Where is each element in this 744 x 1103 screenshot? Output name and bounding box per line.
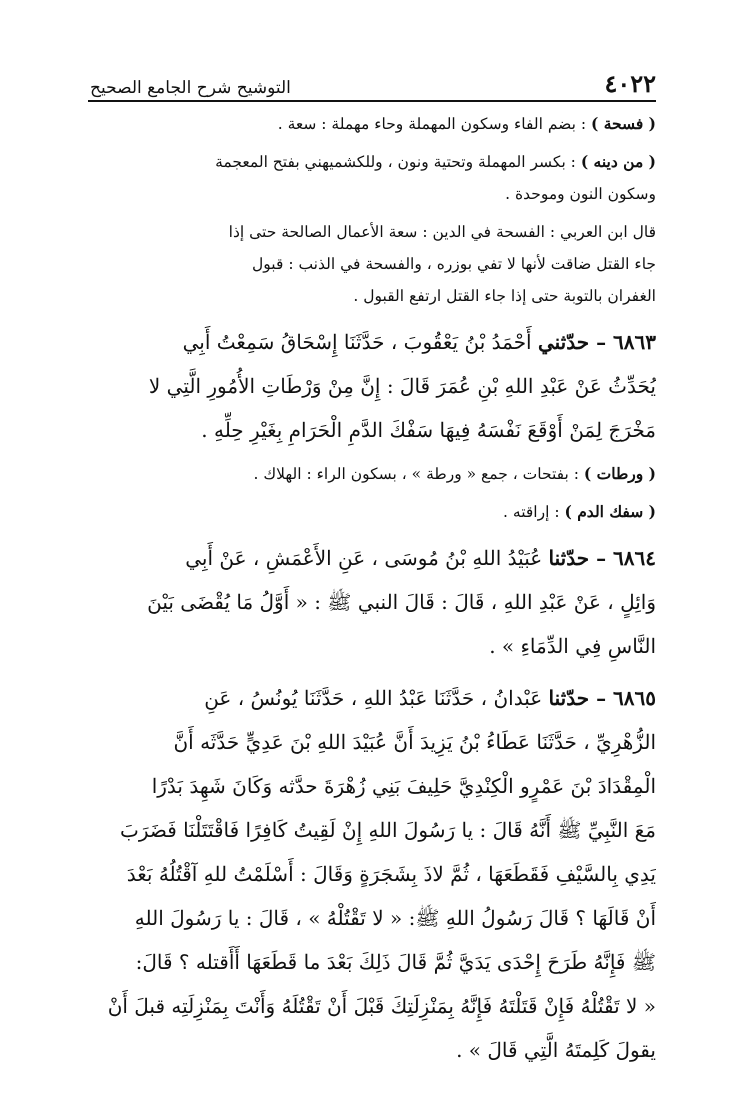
line-text: النَّاسِ فِي الدِّمَاءِ » . <box>489 634 656 658</box>
page <box>88 64 656 1072</box>
text-line <box>88 720 656 764</box>
text-line <box>88 280 656 312</box>
hadith-paragraph <box>88 676 656 1072</box>
hadith-paragraph <box>88 320 656 452</box>
lemma: ٦٨٦٣ – حدّثني <box>537 330 656 354</box>
line-text: يقولَ كَلِمتَهُ الَّتِي قَالَ » . <box>456 1038 656 1062</box>
lemma: ( فسحة ) <box>590 114 656 133</box>
line-text: عَبْدانُ ، حَدَّثَنَا عَبْدُ اللهِ ، حَدَّثَنَا يُونُسُ ، عَنِ <box>204 686 549 710</box>
text-line <box>88 496 656 528</box>
text-line <box>88 536 656 580</box>
text-line <box>88 764 656 808</box>
page-header <box>88 64 656 102</box>
lemma: ( ورطات ) <box>583 464 656 483</box>
commentary-paragraph <box>88 496 656 528</box>
line-text: ﷺ فَإِنَّهُ طَرَحَ إِحْدَى يَدَيَّ ثُمَّ قَالَ ذَلِكَ بَعْدَ ما قَطَعَهَا أَأَقتله ؟ قَالَ: <box>135 950 656 974</box>
line-text: : بكسر المهملة وتحتية ونون ، وللكشميهني بفتح المعجمة <box>215 153 581 171</box>
lemma: ٦٨٦٥ – حدّثنا <box>548 686 656 710</box>
commentary-paragraph <box>88 216 656 312</box>
text-line <box>88 940 656 984</box>
text-line <box>88 624 656 668</box>
line-text: جاء القتل ضاقت لأنها لا تفي بوزره ، والفسحة في الذنب : قبول <box>252 255 656 273</box>
line-text: « لا تَقْتُلْهُ فَإِنْ قَتَلْتَهُ فَإِنَّهُ بِمَنْزِلَتِكَ قَبْلَ أَنْ تَقْتُلَهُ وَأَنْتَ بِمَنْزِلَتِه قبلَ أَنْ <box>107 994 656 1018</box>
line-text: مَخْرَجَ لِمَنْ أَوْقَعَ نَفْسَهُ فِيهَا سَفْكَ الدَّمِ الْحَرَامِ بِغَيْرِ حِلِّهِ . <box>201 418 656 442</box>
text-line <box>88 896 656 940</box>
text-line <box>88 146 656 178</box>
line-text: الغفران بالتوبة حتى إذا جاء القتل ارتفع القبول . <box>353 287 656 305</box>
line-text: عُبَيْدُ اللهِ بْنُ مُوسَى ، عَنِ الأَعْمَشِ ، عَنْ أَبِي <box>185 546 549 570</box>
line-text: يُحَدِّثُ عَنْ عَبْدِ اللهِ بْنِ عُمَرَ قَالَ : إِنَّ مِنْ وَرْطَاتِ الأُمُورِ الَّتِي لا <box>148 374 656 398</box>
line-text: أَحْمَدُ بْنُ يَعْقُوبَ ، حَدَّثَنَا إِسْحَاقُ سَمِعْتُ أَبِي <box>182 330 538 354</box>
text-line <box>88 458 656 490</box>
text-line <box>88 808 656 852</box>
text-line <box>88 408 656 452</box>
text-line <box>88 1028 656 1072</box>
line-text: : بضم الفاء وسكون المهملة وحاء مهملة : سعة . <box>277 115 591 133</box>
line-text: أَنْ قَالَهَا ؟ قَالَ رَسُولُ اللهِ ﷺ: « لا تَقْتُلْهُ » ، قَالَ : يا رَسُولَ اللهِ <box>134 906 656 930</box>
text-line <box>88 248 656 280</box>
lemma: ٦٨٦٤ – حدّثنا <box>548 546 656 570</box>
line-text: : إراقته . <box>503 503 565 521</box>
line-text: الزُّهْرِيِّ ، حَدَّثَنَا عَطَاءُ بْنُ يَزِيدَ أَنَّ عُبَيْدَ اللهِ بْنَ عَدِيٍّ حَدَّثَه أَنَّ <box>173 730 656 754</box>
text-line <box>88 108 656 140</box>
page-number: ٤٠٢٢ <box>604 69 656 98</box>
text-line <box>88 852 656 896</box>
text-line <box>88 580 656 624</box>
line-text: قال ابن العربي : الفسحة في الدين : سعة الأعمال الصالحة حتى إذا <box>228 223 656 241</box>
commentary-paragraph <box>88 146 656 210</box>
text-line <box>88 676 656 720</box>
text-line <box>88 984 656 1028</box>
line-text: يَدِي بِالسَّيْفِ فَقَطَعَهَا ، ثُمَّ لاذَ بِشَجَرَةٍ وَقَالَ : أَسْلَمْتُ للهِ آقْتُلُهُ بَعْدَ <box>126 862 656 886</box>
text-line <box>88 364 656 408</box>
hadith-paragraph <box>88 536 656 668</box>
line-text: وسكون النون وموحدة . <box>505 185 656 203</box>
text-line <box>88 320 656 364</box>
commentary-paragraph <box>88 458 656 490</box>
text-line <box>88 178 656 210</box>
line-text: الْمِقْدَادَ بْنَ عَمْرٍو الْكِنْدِيَّ حَلِيفَ بَنِي زُهْرَةَ حدَّثه وَكَانَ شَهِدَ بَدْرًا <box>151 774 656 798</box>
line-text: مَعَ النَّبِيِّ ﷺ أَنَّهُ قَالَ : يا رَسُولَ اللهِ إِنْ لَقِيتُ كَافِرًا فَاقْتَتَلْنَا فَضَرَبَ <box>120 818 656 842</box>
line-text: وَائِلٍ ، عَنْ عَبْدِ اللهِ ، قَالَ : قَالَ النبي ﷺ : « أَوَّلُ مَا يُقْضَى بَيْنَ <box>147 590 656 614</box>
lemma: ( سفك الدم ) <box>564 502 656 521</box>
line-text: : بفتحات ، جمع « ورطة » ، بسكون الراء : الهلاك . <box>253 465 584 483</box>
page-body <box>88 108 656 1072</box>
text-line <box>88 216 656 248</box>
running-title: التوشيح شرح الجامع الصحيح <box>90 78 291 98</box>
lemma: ( من دينه ) <box>580 152 656 171</box>
commentary-paragraph <box>88 108 656 140</box>
